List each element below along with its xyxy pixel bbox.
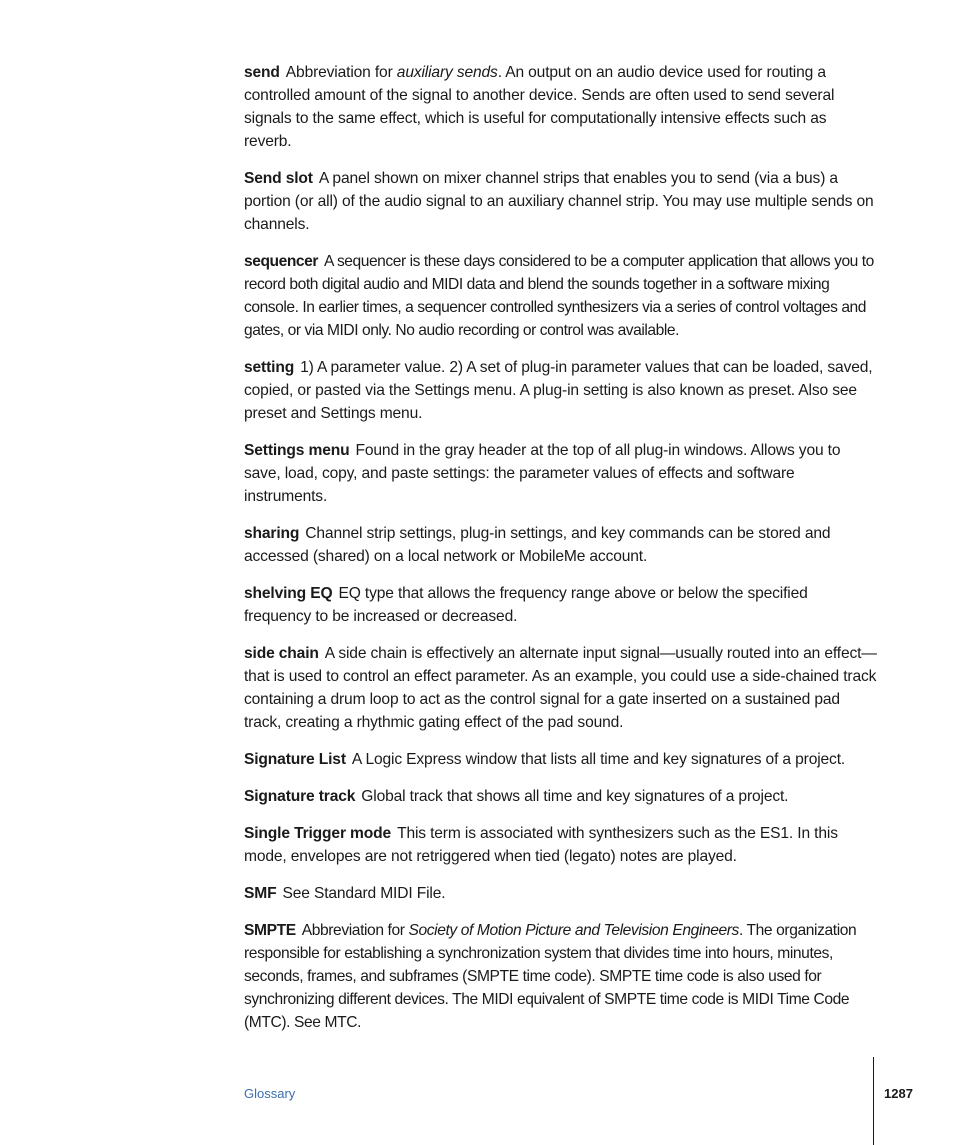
entry-definition: Found in the gray header at the top of all plug-in windows. Allows you to save, load, copy, and paste settings: the parameter values of effects and software instruments.: [244, 442, 841, 505]
entry-definition: A Logic Express window that lists all time and key signatures of a project.: [351, 751, 846, 768]
glossary-entry-setting: [244, 356, 878, 425]
glossary-entry-smpte: [244, 919, 878, 1034]
entry-term: send: [244, 64, 280, 81]
footer-divider: [873, 1057, 874, 1145]
entry-definition: EQ type that allows the frequency range above or below the specified frequency to be increased or decreased.: [244, 585, 808, 625]
page-number: 1287: [884, 1086, 913, 1101]
glossary-entry-smf: [244, 882, 878, 905]
entry-term: SMPTE: [244, 922, 296, 939]
entry-term: SMF: [244, 885, 277, 902]
entry-definition: A side chain is effectively an alternate input signal—usually routed into an effect—that is used to control an effect parameter. As an example, you could use a side-chained track containing a drum loop to act as the control signal for a gate inserted on a sustained pad track, creating a rhythmic gating effect of the pad sound.: [244, 645, 877, 731]
entry-term: Signature List: [244, 751, 346, 768]
glossary-entry-signature-list: [244, 748, 878, 771]
glossary-entry-shelving-eq: [244, 582, 878, 628]
entry-term: Single Trigger mode: [244, 825, 392, 842]
glossary-entry-single-trigger-mode: [244, 822, 878, 868]
entry-term: Signature track: [244, 788, 356, 805]
entry-term: sharing: [244, 525, 300, 542]
entry-term: side chain: [244, 645, 319, 662]
entry-definition: Abbreviation for Society of Motion Picture and Television Engineers. The organization responsible for establishing a synchronization system that divides time into hours, minutes, seconds, frames, and subframes (SMPTE time code). SMPTE time code is also used for synchronizing different devices. The MIDI equivalent of SMPTE time code is MIDI Time Code (MTC). See MTC.: [244, 922, 857, 1031]
footer-section-label: Glossary: [244, 1086, 296, 1101]
glossary-entry-side-chain: [244, 642, 878, 734]
entry-definition: This term is associated with synthesizers such as the ES1. In this mode, envelopes are not retriggered when tied (legato) notes are played.: [244, 825, 838, 865]
entry-definition: 1) A parameter value. 2) A set of plug-in parameter values that can be loaded, saved, copied, or pasted via the Settings menu. A plug-in setting is also known as preset. Also see preset and Settings menu.: [244, 359, 873, 422]
glossary-entry-sharing: [244, 522, 878, 568]
entry-term: Send slot: [244, 170, 313, 187]
entry-term: sequencer: [244, 253, 318, 270]
entry-definition: Abbreviation for auxiliary sends. An output on an audio device used for routing a controlled amount of the signal to another device. Sends are often used to send several signals to the same effect, which is useful for computationally intensive effects such as reverb.: [244, 64, 835, 150]
entry-definition: A sequencer is these days considered to be a computer application that allows you to record both digital audio and MIDI data and blend the sounds together in a software mixing console. In earlier times, a sequencer controlled synthesizers via a series of control voltages and gates, or via MIDI only. No audio recording or control was available.: [244, 253, 874, 339]
entry-definition: See Standard MIDI File.: [282, 885, 446, 902]
glossary-entry-send-slot: [244, 167, 878, 236]
entry-term: Settings menu: [244, 442, 350, 459]
entry-definition: Global track that shows all time and key signatures of a project.: [361, 788, 789, 805]
glossary-entry-send: [244, 61, 878, 153]
glossary-entries: [244, 61, 878, 1048]
entry-definition-italic: Society of Motion Picture and Television Engineers: [408, 922, 739, 939]
glossary-entry-settings-menu: [244, 439, 878, 508]
entry-definition: A panel shown on mixer channel strips that enables you to send (via a bus) a portion (or all) of the audio signal to an auxiliary channel strip. You may use multiple sends on channels.: [244, 170, 874, 233]
entry-definition: Channel strip settings, plug-in settings, and key commands can be stored and accessed (shared) on a local network or MobileMe account.: [244, 525, 831, 565]
glossary-entry-sequencer: [244, 250, 878, 342]
entry-definition-italic: auxiliary sends: [396, 64, 498, 81]
entry-term: setting: [244, 359, 295, 376]
entry-term: shelving EQ: [244, 585, 333, 602]
glossary-entry-signature-track: [244, 785, 878, 808]
